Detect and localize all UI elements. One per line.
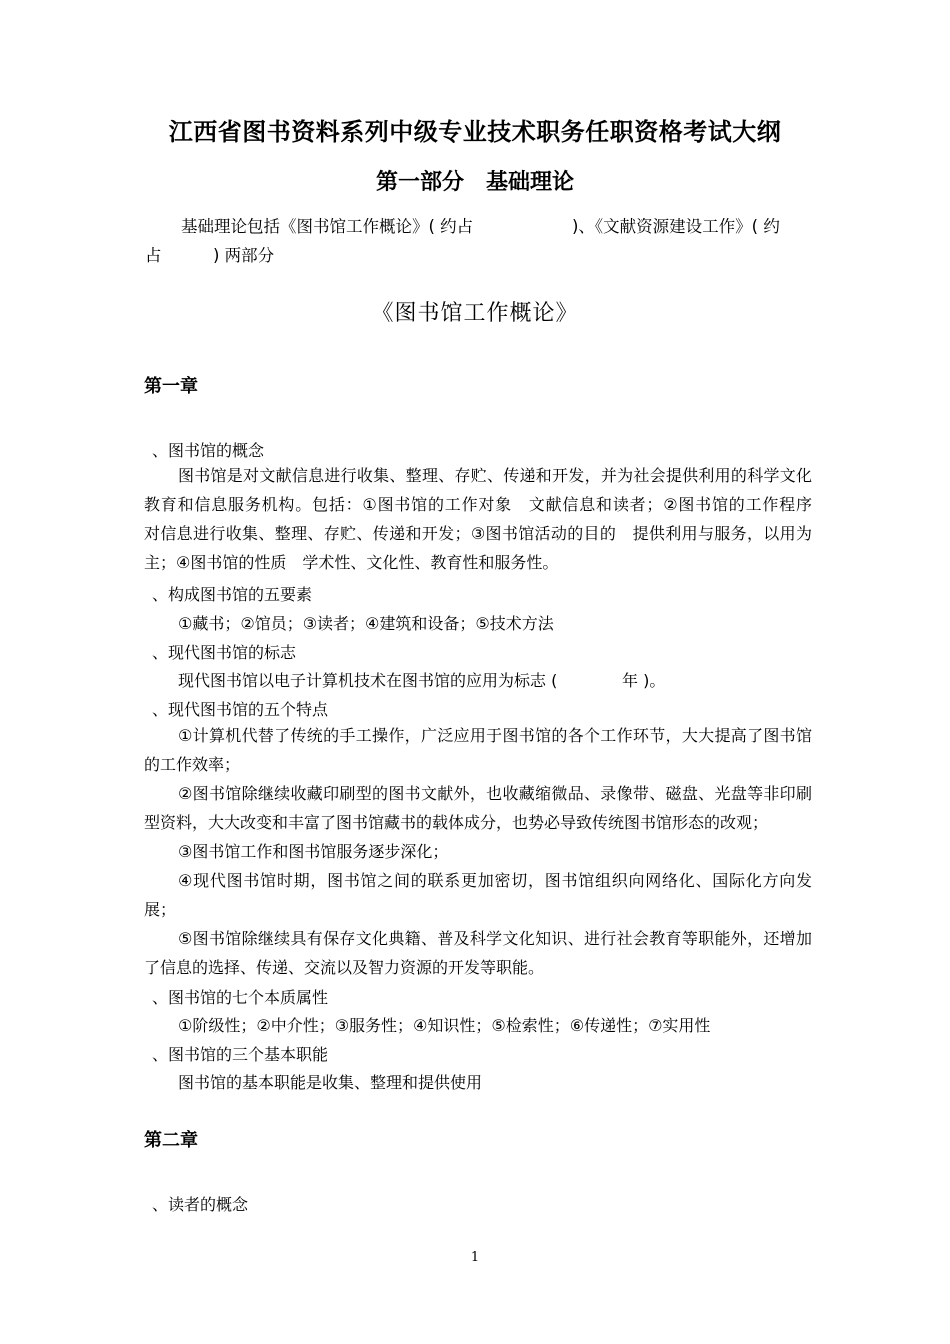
ch1-paragraph-5: ①阶级性；②中介性；③服务性；④知识性；⑤检索性；⑥传递性；⑦实用性 (178, 1016, 711, 1035)
intro-line1-b: )、《文献资源建设工作》( 约 (572, 217, 780, 236)
intro-line2-a: 占 (145, 246, 162, 265)
part-title: 第一部分 基础理论 (375, 170, 574, 195)
ch1-paragraph-6: 图书馆的基本职能是收集、整理和提供使用 (178, 1073, 483, 1092)
ch1-item-5: 、图书馆的七个本质属性 (152, 988, 329, 1007)
ch1-paragraph-3b: 年 )。 (622, 671, 666, 690)
ch1-item-2: 、构成图书馆的五要素 (152, 585, 313, 604)
ch1-paragraph-2: ①藏书；②馆员；③读者；④建筑和设备；⑤技术方法 (178, 614, 554, 633)
section-title: 《图书馆工作概论》 (371, 301, 579, 326)
ch1-item-4: 、现代图书馆的五个特点 (152, 700, 329, 719)
intro-line2-b: ) 两部分 (213, 246, 275, 265)
ch1-item-6: 、图书馆的三个基本职能 (152, 1045, 329, 1064)
ch1-feature-1: ①计算机代替了传统的手工操作，广泛应用于图书馆的各个工作环节，大大提高了图书馆的工作效率； (144, 726, 812, 774)
chapter-1-heading: 第一章 (144, 376, 198, 397)
chapter-2-heading: 第二章 (144, 1130, 198, 1151)
ch1-item-3: 、现代图书馆的标志 (152, 643, 297, 662)
page-number: 1 (470, 1250, 480, 1265)
ch1-feature-4: ④现代图书馆时期，图书馆之间的联系更加密切，图书馆组织向网络化、国际化方向发展； (144, 871, 812, 919)
document-title: 江西省图书资料系列中级专业技术职务任职资格考试大纲 (168, 118, 782, 146)
ch1-paragraph-1: 图书馆是对文献信息进行收集、整理、存贮、传递和开发，并为社会提供利用的科学文化教育和信息服务机构。包括：①图书馆的工作对象 文献信息和读者；②图书馆的工作程序 对信息进行收集、整理、存贮、传递和开发；③图书馆活动的目的 提供利用与服务，以用为主；④图书馆的性质 学术性、文化性、教育性和服务性。 (144, 466, 829, 572)
ch2-item-1: 、读者的概念 (152, 1195, 249, 1214)
intro-line1-a: 基础理论包括《图书馆工作概论》( 约占 (181, 217, 474, 236)
ch1-item-1: 、图书馆的概念 (152, 441, 265, 460)
ch1-paragraph-3a: 现代图书馆以电子计算机技术在图书馆的应用为标志 ( (178, 671, 558, 690)
ch1-feature-2: ②图书馆除继续收藏印刷型的图书文献外，也收藏缩微品、录像带、磁盘、光盘等非印刷型资料，大大改变和丰富了图书馆藏书的载体成分，也势必导致传统图书馆形态的改观； (144, 784, 812, 832)
ch1-feature-5: ⑤图书馆除继续具有保存文化典籍、普及科学文化知识、进行社会教育等职能外，还增加了信息的选择、传递、交流以及智力资源的开发等职能。 (144, 929, 812, 977)
ch1-feature-3: ③图书馆工作和图书馆服务逐步深化； (178, 842, 449, 861)
